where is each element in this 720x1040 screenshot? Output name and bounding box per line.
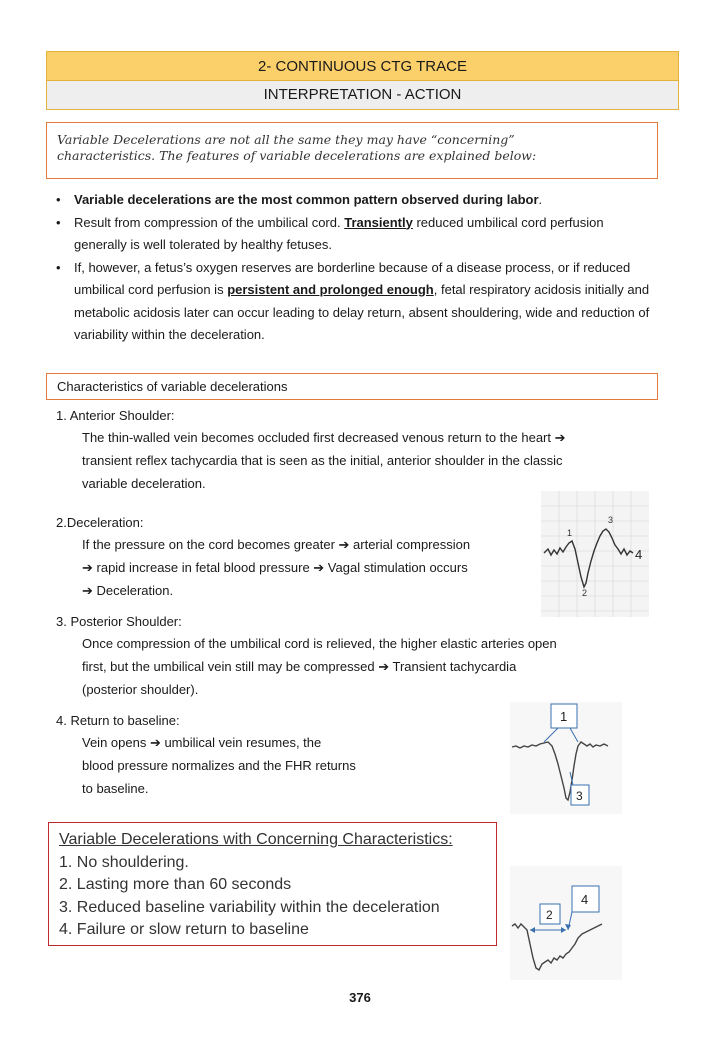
- list-item: [56, 212, 656, 257]
- intro-line-1: Variable Decelerations are not all the same they may have “concerning”: [57, 132, 515, 147]
- section-2-line-3: ➔ Deceleration.: [82, 583, 174, 598]
- ctg-trace-image-1: [541, 491, 649, 617]
- trace-3-box-2-label: 2: [546, 908, 553, 922]
- trace-1-label-4: 4: [635, 547, 643, 562]
- characteristics-heading: Characteristics of variable decelerations: [46, 373, 658, 400]
- section-1-title: 1. Anterior Shoulder:: [56, 408, 175, 423]
- bullet-1-bold: Variable decelerations are the most common pattern observed during labor: [74, 192, 539, 207]
- section-3-line-1: Once compression of the umbilical cord is relieved, the higher elastic arteries open: [82, 636, 557, 651]
- trace-1-label-2: 2: [582, 588, 588, 598]
- trace-1-label-3: 3: [608, 515, 614, 525]
- section-2-title: 2.Deceleration:: [56, 515, 144, 530]
- trace-2-box-1-label: 1: [560, 709, 568, 724]
- page-title: 2- CONTINUOUS CTG TRACE: [47, 52, 678, 81]
- section-4-title: 4. Return to baseline:: [56, 713, 180, 728]
- list-item: [56, 257, 656, 347]
- trace-3-box-4-label: 4: [581, 892, 589, 907]
- ctg-trace-image-3: [510, 866, 622, 980]
- section-2-line-2: ➔ rapid increase in fetal blood pressure ➔ Vagal stimulation occurs: [82, 560, 468, 575]
- section-3-line-2: first, but the umbilical vein still may be compressed ➔ Transient tachycardia: [82, 659, 517, 674]
- section-4-line-1: Vein opens ➔ umbilical vein resumes, the: [82, 735, 322, 750]
- trace-2-box-3-label: 3: [576, 789, 583, 803]
- section-3-body: [82, 632, 642, 701]
- section-3-line-3: (posterior shoulder).: [82, 682, 199, 697]
- list-item: 2. Lasting more than 60 seconds: [59, 876, 292, 894]
- list-item: 1. No shouldering.: [59, 853, 189, 871]
- title-block: [46, 51, 679, 110]
- section-2-line-1: If the pressure on the cord becomes greater ➔ arterial compression: [82, 537, 471, 552]
- list-item: [56, 189, 656, 212]
- concerning-characteristics-box: [48, 822, 497, 946]
- list-item: 3. Reduced baseline variability within the deceleration: [59, 898, 440, 916]
- page-subtitle: INTERPRETATION - ACTION: [47, 81, 678, 109]
- section-1-line-1: The thin-walled vein becomes occluded first decreased venous return to the heart ➔: [82, 430, 566, 445]
- ctg-trace-image-2: [510, 702, 622, 814]
- concerning-title: Variable Decelerations with Concerning Characteristics:: [59, 831, 453, 848]
- section-1-line-2: transient reflex tachycardia that is seen as the initial, anterior shoulder in the classic: [82, 453, 563, 468]
- bullet-2-emphasis: Transiently: [344, 214, 413, 230]
- bullet-2-end: reduced umbilical cord perfusion generally is well tolerated by healthy fetuses.: [74, 214, 604, 252]
- intro-box: [46, 122, 658, 179]
- section-1-body: [82, 426, 642, 495]
- bullet-3-start: If, however, a fetus’s oxygen reserves are borderline because of a disease process, or if reduced umbilical cord perfusion is: [74, 259, 631, 297]
- section-1-line-3: variable deceleration.: [82, 476, 206, 491]
- bullet-1-end: .: [538, 192, 543, 207]
- section-4-line-3: to baseline.: [82, 781, 149, 796]
- bullet-3-end: , fetal respiratory acidosis initially and metabolic acidosis later can occur leading to delay return, absent shouldering, wide and reduction of variability within the deceleration.: [74, 282, 650, 342]
- bullet-3-emphasis: persistent and prolonged enough: [227, 282, 434, 297]
- list-item: 4. Failure or slow return to baseline: [59, 921, 309, 939]
- intro-line-2: characteristics. The features of variable decelerations are explained below:: [57, 148, 537, 163]
- bullet-list: [56, 189, 656, 347]
- page-number: 376: [349, 990, 371, 1005]
- section-3-title: 3. Posterior Shoulder:: [56, 614, 182, 629]
- section-4-body: [82, 731, 402, 800]
- trace-1-label-1: 1: [567, 528, 573, 538]
- bullet-2-start: Result from compression of the umbilical cord.: [74, 214, 345, 230]
- section-4-line-2: blood pressure normalizes and the FHR returns: [82, 758, 356, 773]
- section-2-body: [82, 533, 532, 602]
